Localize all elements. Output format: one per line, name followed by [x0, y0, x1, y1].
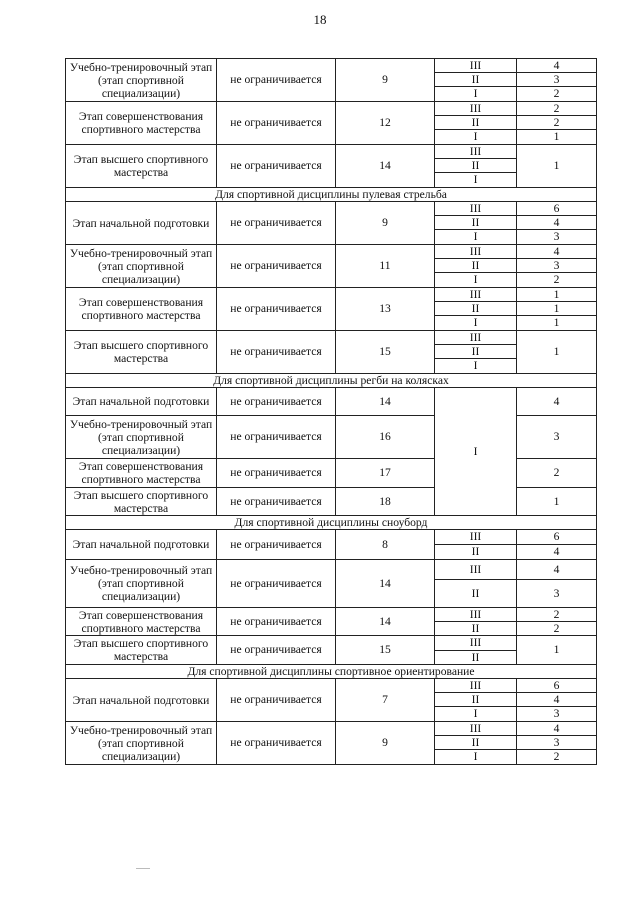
age-limit: не ограничивается [217, 59, 336, 102]
category: III [435, 288, 517, 302]
age-limit: не ограничивается [217, 488, 336, 516]
stage-name: Этап начальной подготовки [66, 679, 217, 722]
count-value: 2 [517, 116, 597, 130]
min-age: 13 [336, 288, 435, 331]
count-value: 2 [517, 750, 597, 765]
stage-name: Этап начальной подготовки [66, 530, 217, 560]
count-value: 1 [517, 145, 597, 188]
count-value: 3 [517, 580, 597, 608]
category: I [435, 388, 517, 516]
category: I [435, 173, 517, 188]
category: II [435, 302, 517, 316]
min-age: 14 [336, 608, 435, 636]
category: II [435, 345, 517, 359]
section-title: Для спортивной дисциплины спортивное ориентирование [66, 665, 597, 679]
age-limit: не ограничивается [217, 459, 336, 488]
category: III [435, 102, 517, 116]
requirements-table [65, 58, 597, 765]
stage-name: Этап совершенствования спортивного мастерства [66, 288, 217, 331]
stage-name: Этап совершенствования спортивного мастерства [66, 459, 217, 488]
category: II [435, 216, 517, 230]
category: II [435, 622, 517, 636]
category: III [435, 636, 517, 651]
category: III [435, 608, 517, 622]
age-limit: не ограничивается [217, 530, 336, 560]
min-age: 15 [336, 636, 435, 665]
min-age: 15 [336, 331, 435, 374]
count-value: 3 [517, 259, 597, 273]
count-value: 2 [517, 102, 597, 116]
stage-name: Этап совершенствования спортивного мастерства [66, 608, 217, 636]
section-title: Для спортивной дисциплины пулевая стрельба [66, 188, 597, 202]
category: II [435, 651, 517, 665]
age-limit: не ограничивается [217, 102, 336, 145]
min-age: 11 [336, 245, 435, 288]
min-age: 16 [336, 416, 435, 459]
min-age: 14 [336, 145, 435, 188]
count-value: 3 [517, 416, 597, 459]
min-age: 8 [336, 530, 435, 560]
count-value: 6 [517, 679, 597, 693]
min-age: 18 [336, 488, 435, 516]
age-limit: не ограничивается [217, 722, 336, 765]
scan-mark [136, 868, 150, 869]
category: I [435, 359, 517, 374]
category: III [435, 560, 517, 580]
count-value: 1 [517, 288, 597, 302]
count-value: 3 [517, 230, 597, 245]
category: II [435, 580, 517, 608]
category: II [435, 545, 517, 560]
stage-name: Этап совершенствования спортивного мастерства [66, 102, 217, 145]
category: III [435, 679, 517, 693]
stage-name: Этап высшего спортивного мастерства [66, 488, 217, 516]
min-age: 17 [336, 459, 435, 488]
stage-name: Учебно-тренировочный этап (этап спортивной специализации) [66, 722, 217, 765]
count-value: 4 [517, 388, 597, 416]
min-age: 9 [336, 202, 435, 245]
count-value: 1 [517, 488, 597, 516]
count-value: 3 [517, 736, 597, 750]
age-limit: не ограничивается [217, 416, 336, 459]
count-value: 1 [517, 331, 597, 374]
stage-name: Учебно-тренировочный этап (этап спортивной специализации) [66, 245, 217, 288]
stage-name: Учебно-тренировочный этап (этап спортивной специализации) [66, 416, 217, 459]
min-age: 7 [336, 679, 435, 722]
min-age: 14 [336, 560, 435, 608]
category: I [435, 707, 517, 722]
section-title: Для спортивной дисциплины сноуборд [66, 516, 597, 530]
count-value: 4 [517, 59, 597, 73]
category: III [435, 331, 517, 345]
count-value: 1 [517, 636, 597, 665]
count-value: 6 [517, 202, 597, 216]
count-value: 3 [517, 707, 597, 722]
category: II [435, 736, 517, 750]
count-value: 2 [517, 608, 597, 622]
age-limit: не ограничивается [217, 560, 336, 608]
category: II [435, 73, 517, 87]
category: I [435, 87, 517, 102]
category: I [435, 316, 517, 331]
count-value: 1 [517, 130, 597, 145]
stage-name: Учебно-тренировочный этап (этап спортивной специализации) [66, 59, 217, 102]
count-value: 4 [517, 545, 597, 560]
age-limit: не ограничивается [217, 636, 336, 665]
category: III [435, 530, 517, 545]
age-limit: не ограничивается [217, 288, 336, 331]
count-value: 6 [517, 530, 597, 545]
count-value: 4 [517, 693, 597, 707]
count-value: 2 [517, 273, 597, 288]
category: II [435, 259, 517, 273]
age-limit: не ограничивается [217, 145, 336, 188]
stage-name: Этап высшего спортивного мастерства [66, 636, 217, 665]
min-age: 9 [336, 722, 435, 765]
age-limit: не ограничивается [217, 388, 336, 416]
count-value: 2 [517, 459, 597, 488]
category: I [435, 750, 517, 765]
count-value: 3 [517, 73, 597, 87]
min-age: 9 [336, 59, 435, 102]
category: II [435, 116, 517, 130]
category: III [435, 245, 517, 259]
section-title: Для спортивной дисциплины регби на колясках [66, 374, 597, 388]
stage-name: Этап начальной подготовки [66, 202, 217, 245]
category: I [435, 273, 517, 288]
category: II [435, 693, 517, 707]
count-value: 2 [517, 87, 597, 102]
page-number: 18 [313, 12, 327, 27]
age-limit: не ограничивается [217, 331, 336, 374]
stage-name: Этап начальной подготовки [66, 388, 217, 416]
category: III [435, 59, 517, 73]
count-value: 2 [517, 622, 597, 636]
count-value: 4 [517, 245, 597, 259]
category: III [435, 722, 517, 736]
age-limit: не ограничивается [217, 679, 336, 722]
age-limit: не ограничивается [217, 245, 336, 288]
min-age: 14 [336, 388, 435, 416]
stage-name: Учебно-тренировочный этап (этап спортивной специализации) [66, 560, 217, 608]
min-age: 12 [336, 102, 435, 145]
stage-name: Этап высшего спортивного мастерства [66, 331, 217, 374]
category: II [435, 159, 517, 173]
count-value: 1 [517, 316, 597, 331]
count-value: 4 [517, 560, 597, 580]
age-limit: не ограничивается [217, 202, 336, 245]
category: III [435, 145, 517, 159]
category: III [435, 202, 517, 216]
count-value: 1 [517, 302, 597, 316]
count-value: 4 [517, 722, 597, 736]
count-value: 4 [517, 216, 597, 230]
stage-name: Этап высшего спортивного мастерства [66, 145, 217, 188]
age-limit: не ограничивается [217, 608, 336, 636]
category: I [435, 230, 517, 245]
category: I [435, 130, 517, 145]
